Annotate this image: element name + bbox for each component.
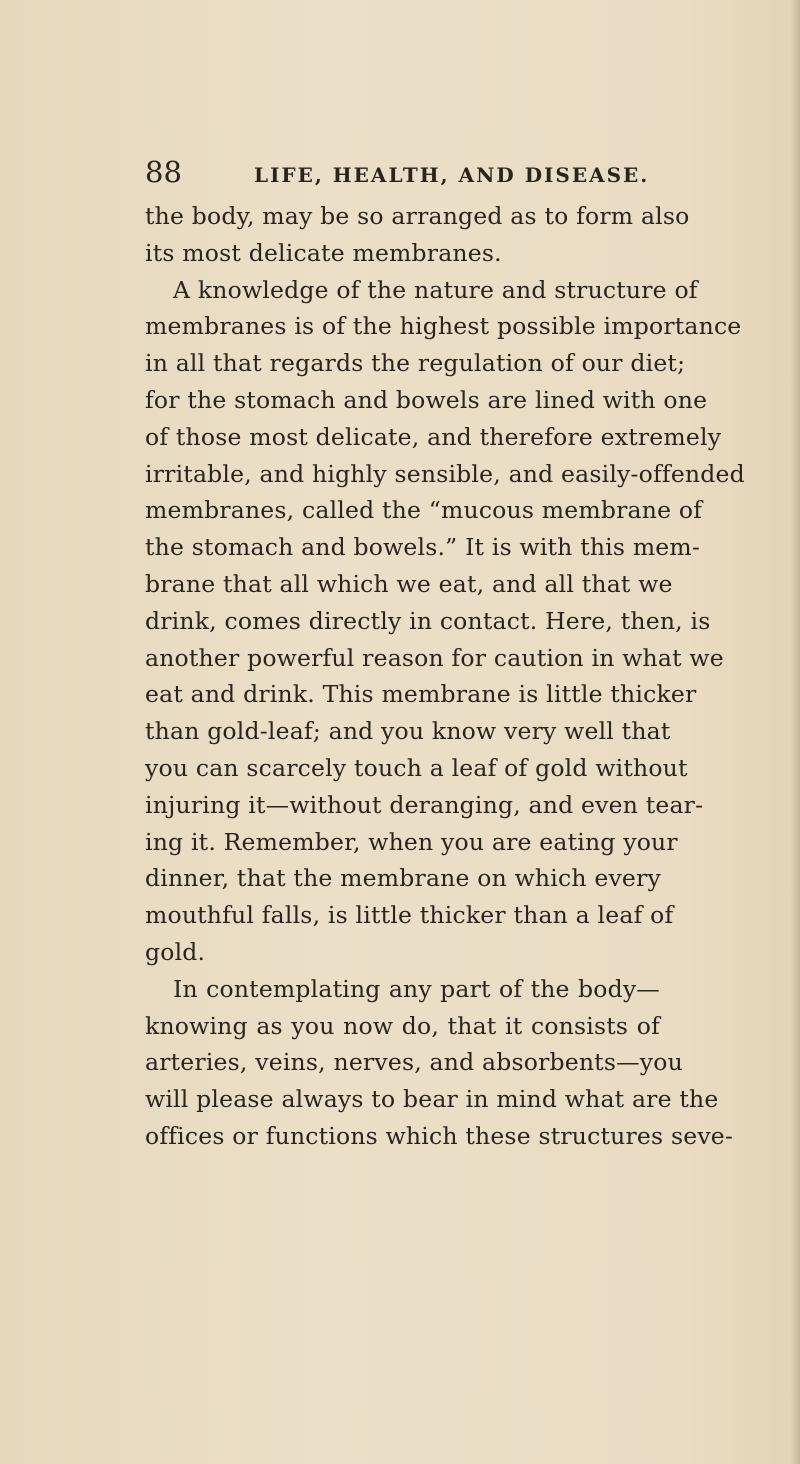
paragraph-start-line: In contemplating any part of the body— bbox=[173, 974, 660, 1003]
text-line: another powerful reason for caution in what we bbox=[145, 643, 724, 672]
text-line: for the stomach and bowels are lined with one bbox=[145, 385, 708, 414]
text-line: brane that all which we eat, and all that we bbox=[145, 569, 673, 598]
text-line: dinner, that the membrane on which every bbox=[145, 864, 661, 893]
text-line: the stomach and bowels.” It is with this mem- bbox=[145, 533, 701, 562]
text-line: drink, comes directly in contact. Here, then, is bbox=[145, 606, 711, 635]
page-header bbox=[145, 155, 650, 195]
text-line: mouthful falls, is little thicker than a leaf of bbox=[145, 901, 674, 930]
text-line: knowing as you now do, that it consists of bbox=[145, 1011, 660, 1040]
text-line: membranes is of the highest possible importance bbox=[145, 312, 742, 341]
text-line: injuring it—without deranging, and even tear- bbox=[145, 790, 704, 819]
paragraph-start-line: A knowledge of the nature and structure of bbox=[173, 275, 698, 304]
page-edge-shadow bbox=[790, 0, 800, 1464]
text-line: its most delicate membranes. bbox=[145, 238, 502, 267]
text-line: you can scarcely touch a leaf of gold without bbox=[145, 753, 688, 782]
text-line: than gold-leaf; and you know very well that bbox=[145, 717, 671, 746]
text-line: the body, may be so arranged as to form also bbox=[145, 202, 690, 230]
text-line: membranes, called the “mucous membrane of bbox=[145, 496, 703, 525]
text-line: arteries, veins, nerves, and absorbents—you bbox=[145, 1048, 683, 1077]
text-line: irritable, and highly sensible, and easily-offended bbox=[145, 459, 745, 488]
text-line: of those most delicate, and therefore extremely bbox=[145, 422, 722, 451]
text-line: offices or functions which these structures seve- bbox=[145, 1121, 734, 1150]
running-title: LIFE, HEALTH, AND DISEASE. bbox=[254, 163, 650, 187]
page-number: 88 bbox=[145, 155, 182, 189]
text-line: eat and drink. This membrane is little thicker bbox=[145, 680, 697, 709]
text-line: in all that regards the regulation of our diet; bbox=[145, 349, 686, 378]
text-line: will please always to bear in mind what are the bbox=[145, 1085, 719, 1114]
text-line: gold. bbox=[145, 937, 206, 966]
body-text bbox=[145, 198, 745, 1155]
text-line: ing it. Remember, when you are eating your bbox=[145, 827, 678, 856]
